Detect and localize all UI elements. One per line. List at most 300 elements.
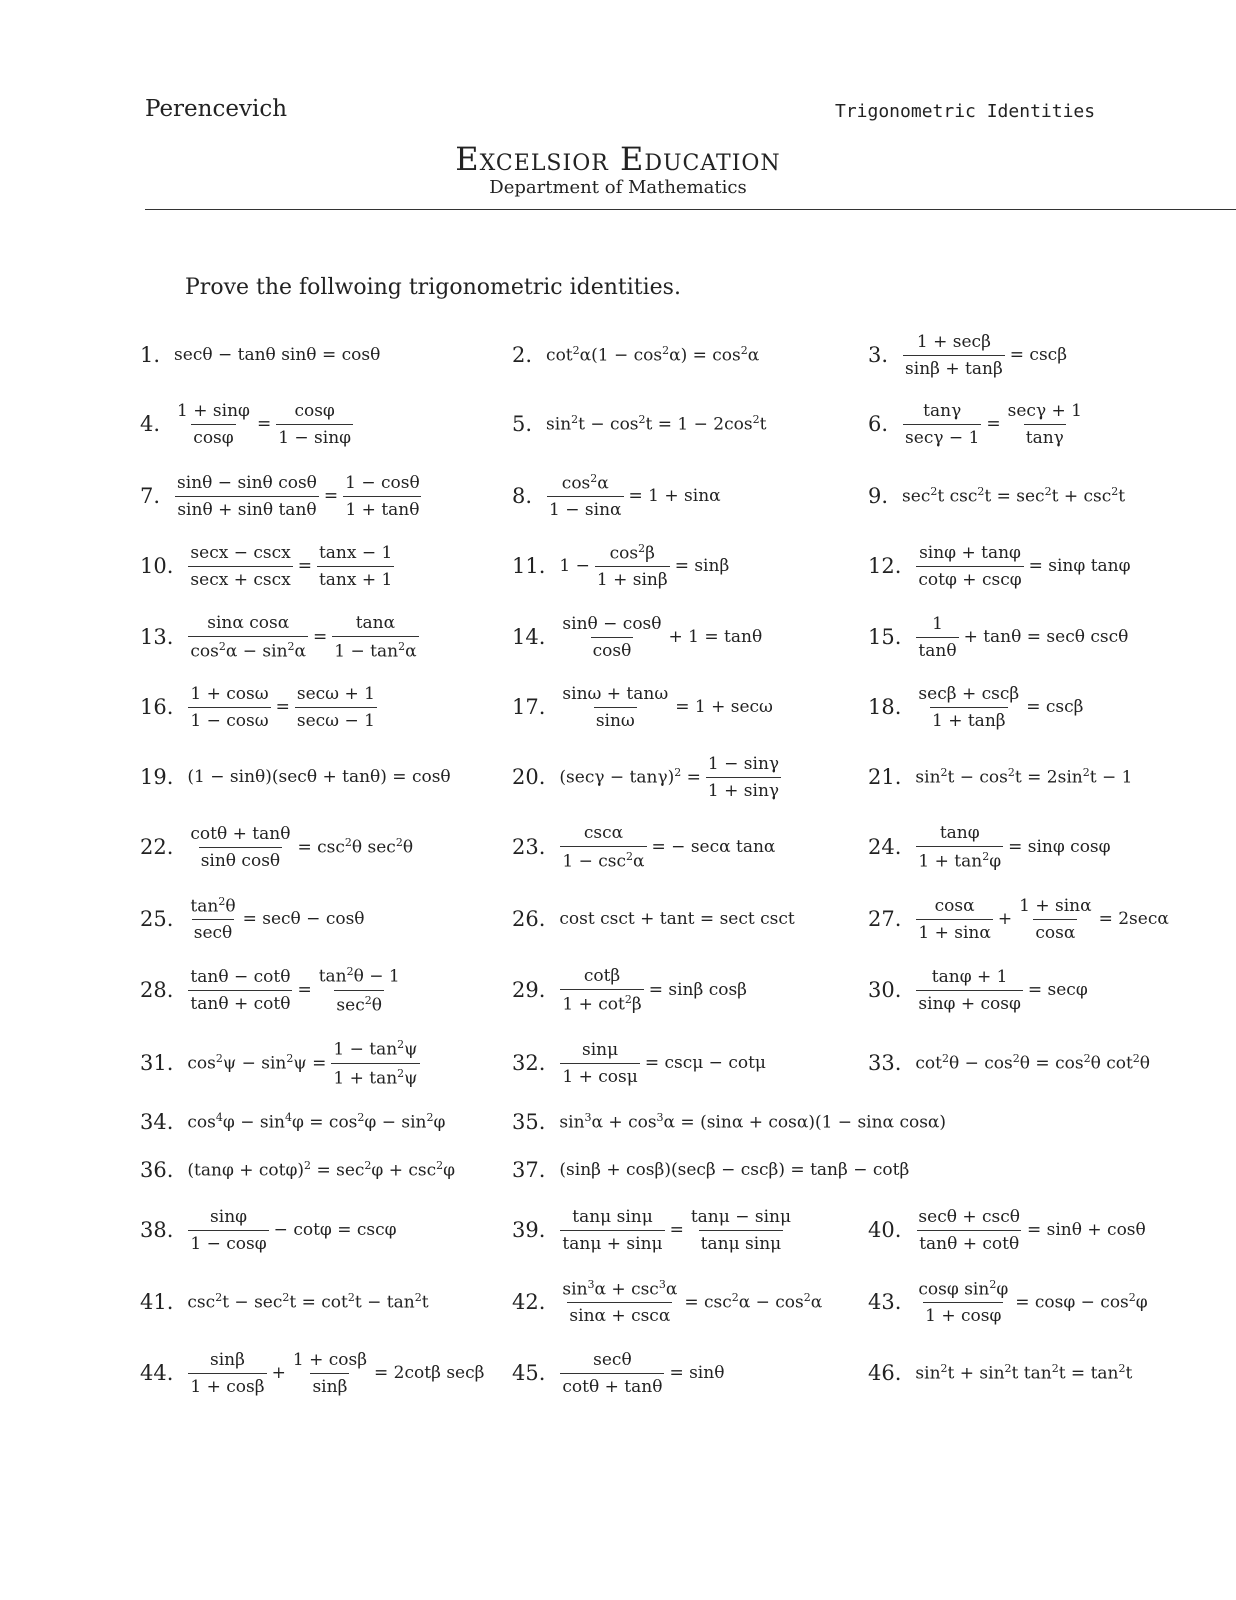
numerator: tanφ + 1 <box>931 966 1008 987</box>
fraction <box>560 1350 664 1397</box>
fraction <box>188 684 270 731</box>
denominator: 1 − sinα <box>547 496 623 520</box>
numerator: $\tan^2\theta - 1$ <box>318 964 400 987</box>
identity-expression <box>557 1160 911 1180</box>
identity-expression <box>913 543 1132 590</box>
problem-number: 36. <box>140 1158 174 1182</box>
identity-expression <box>913 614 1130 661</box>
numerator: $\cos^2\beta$ <box>609 541 655 564</box>
denominator: sinθ + sinθ tanθ <box>175 496 318 520</box>
math-text: $(\tan\varphi + \cot\varphi)^2 = \sec^2\varphi + \csc^2\varphi$ <box>187 1159 456 1181</box>
problem-23 <box>512 812 777 882</box>
denominator: cotθ + tanθ <box>560 1373 664 1397</box>
problem-40 <box>868 1195 1148 1265</box>
math-text: 1 − <box>559 556 590 576</box>
numerator: secγ + 1 <box>1007 400 1082 421</box>
identity-expression <box>557 1111 948 1133</box>
fraction <box>689 1207 793 1254</box>
problem-44 <box>140 1338 486 1408</box>
problem-43 <box>868 1267 1150 1337</box>
math-text: $\cot^2\alpha(1 - \cos^2\alpha) = \cos^2\alpha$ <box>546 344 760 366</box>
problem-11 <box>512 531 731 601</box>
problem-number: 4. <box>140 412 161 436</box>
fraction <box>343 473 422 520</box>
fraction <box>188 895 237 944</box>
problem-number: 37. <box>512 1158 546 1182</box>
denominator: $1 + \tan^2\psi$ <box>331 1063 419 1089</box>
numerator: cosφ $\sin^2\varphi$ <box>918 1277 1009 1300</box>
identity-expression <box>185 824 415 871</box>
fraction <box>188 824 292 871</box>
fraction <box>331 1038 419 1088</box>
denominator: tanx + 1 <box>317 566 394 590</box>
fraction <box>188 613 308 662</box>
identity-expression <box>557 823 777 872</box>
denominator: 1 + cosμ <box>560 1063 639 1087</box>
denominator: $\sec^2\theta$ <box>334 990 384 1016</box>
problem-42 <box>512 1267 824 1337</box>
numerator: cscα <box>583 822 624 843</box>
problem-3 <box>868 320 1069 390</box>
fraction <box>916 684 1021 731</box>
problem-number: 34. <box>140 1110 174 1134</box>
denominator: tanγ <box>1024 424 1066 448</box>
problem-number: 29. <box>512 978 546 1002</box>
math-text: = cscμ − cotμ <box>644 1053 766 1073</box>
identity-expression <box>913 1052 1152 1074</box>
numerator: secθ + cscθ <box>918 1206 1020 1227</box>
problem-19 <box>140 742 453 812</box>
math-text: = 1 + secω <box>675 697 773 717</box>
denominator: secγ − 1 <box>903 424 981 448</box>
denominator: 1 + sinγ <box>706 777 781 801</box>
math-text: = secθ − cosθ <box>242 909 365 929</box>
numerator: sinω + tanω <box>562 683 669 704</box>
denominator: tanμ sinμ <box>699 1230 784 1254</box>
math-text: = <box>275 697 290 717</box>
problem-4 <box>140 389 356 459</box>
problem-number: 19. <box>140 765 174 789</box>
math-text: = sinθ <box>669 1363 725 1383</box>
fraction <box>1006 401 1084 448</box>
denominator: cosθ <box>591 637 634 661</box>
math-text: = 2secα <box>1098 909 1169 929</box>
problem-number: 1. <box>140 343 161 367</box>
numerator: sinθ − sinθ cosθ <box>177 472 317 493</box>
document-label: Trigonometric Identities <box>835 101 1096 122</box>
problem-10 <box>140 531 397 601</box>
numerator: sinφ + tanφ <box>919 542 1021 563</box>
problem-number: 17. <box>512 695 546 719</box>
identity-expression <box>544 344 761 366</box>
identity-expression <box>913 1207 1147 1254</box>
problem-14 <box>512 602 764 672</box>
identity-expression <box>557 909 796 929</box>
denominator: sinβ <box>310 1373 349 1397</box>
identity-expression <box>172 401 356 448</box>
problem-39 <box>512 1195 796 1265</box>
problem-5 <box>512 389 768 459</box>
fraction <box>903 332 1005 379</box>
fraction <box>560 614 663 661</box>
identity-expression <box>557 684 775 731</box>
math-text: $\sin^2t + \sin^2t$ $\tan^2t = \tan^2t$ <box>915 1362 1133 1384</box>
identity-expression <box>185 1350 486 1397</box>
fraction <box>903 401 981 448</box>
math-text: cost csct + tant = sect csct <box>559 909 795 929</box>
identity-expression <box>544 472 723 521</box>
numerator: tanx − 1 <box>318 542 393 563</box>
identity-expression <box>185 1291 430 1313</box>
school-title: Excelsior Education <box>455 140 781 178</box>
math-text: = sinβ <box>674 556 730 576</box>
denominator: 1 − sinφ <box>276 424 353 448</box>
denominator: secx + cscx <box>188 566 292 590</box>
fraction <box>560 1207 664 1254</box>
fraction <box>916 614 958 661</box>
numerator: cosα <box>934 895 975 916</box>
problem-8 <box>512 461 723 531</box>
numerator: tanμ sinμ <box>572 1206 653 1227</box>
numerator: cosφ <box>294 400 335 421</box>
math-text: = <box>986 414 1001 434</box>
problem-46 <box>868 1338 1134 1408</box>
numerator: $\cos^2\alpha$ <box>561 471 609 494</box>
problem-number: 6. <box>868 412 889 436</box>
math-text: − cotφ = cscφ <box>273 1220 397 1240</box>
identity-expression <box>185 1207 398 1254</box>
math-text: $\sec^2t$ $\csc^2t = \sec^2t + \csc^2t$ <box>902 485 1126 507</box>
numerator: 1 <box>932 613 943 634</box>
problem-number: 35. <box>512 1110 546 1134</box>
identity-expression <box>900 485 1127 507</box>
denominator: $1 - \csc^2\alpha$ <box>560 846 646 872</box>
numerator: 1 + sinφ <box>177 400 250 421</box>
fraction <box>916 967 1022 1014</box>
denominator: secθ <box>192 919 235 943</box>
math-text: = − secα tanα <box>651 837 776 857</box>
math-text: = 1 + sinα <box>628 486 721 506</box>
identity-expression <box>913 896 1170 943</box>
problem-18 <box>868 672 1085 742</box>
problem-45 <box>512 1338 726 1408</box>
fraction <box>317 965 402 1015</box>
problem-number: 21. <box>868 765 902 789</box>
math-text: = sinθ + cosθ <box>1027 1220 1146 1240</box>
problem-number: 42. <box>512 1290 546 1314</box>
numerator: 1 − sinγ <box>707 753 780 774</box>
math-text: $\cot^2\theta - \cos^2\theta = \cos^2\theta$ $\cot^2\theta$ <box>915 1052 1151 1074</box>
numerator: sinβ <box>210 1349 245 1370</box>
problem-21 <box>868 742 1134 812</box>
denominator: $1 + \cot^2\beta$ <box>560 989 643 1015</box>
problem-number: 9. <box>868 484 889 508</box>
problem-number: 40. <box>868 1218 902 1242</box>
problem-41 <box>140 1267 431 1337</box>
problem-28 <box>140 955 405 1025</box>
numerator: 1 − cosθ <box>345 472 420 493</box>
fraction <box>560 966 643 1015</box>
fraction <box>295 684 377 731</box>
problem-12 <box>868 531 1133 601</box>
problem-number: 27. <box>868 907 902 931</box>
problem-number: 30. <box>868 978 902 1002</box>
denominator: cosα <box>1033 919 1077 943</box>
numerator: tanγ <box>923 400 962 421</box>
numerator: 1 + sinα <box>1019 895 1092 916</box>
header-divider <box>145 209 1236 210</box>
problem-number: 2. <box>512 343 533 367</box>
fraction <box>317 543 394 590</box>
identity-expression <box>913 1362 1134 1384</box>
denominator: 1 − cosφ <box>188 1230 268 1254</box>
problem-9 <box>868 461 1127 531</box>
problem-number: 14. <box>512 625 546 649</box>
numerator: tanμ − sinμ <box>690 1206 792 1227</box>
problem-number: 16. <box>140 695 174 719</box>
identity-expression <box>185 684 380 731</box>
denominator: sinφ + cosφ <box>916 990 1022 1014</box>
identity-expression <box>557 1040 768 1087</box>
problem-number: 23. <box>512 835 546 859</box>
problem-38 <box>140 1195 399 1265</box>
math-text: = <box>297 980 312 1000</box>
math-text: = sinφ tanφ <box>1028 556 1131 576</box>
denominator: 1 + tanβ <box>930 707 1008 731</box>
numerator: sinμ <box>582 1039 619 1060</box>
identity-expression <box>557 542 731 591</box>
math-text: = <box>297 556 312 576</box>
numerator: 1 + cosβ <box>292 1349 368 1370</box>
math-text: secθ − tanθ sinθ = cosθ <box>174 345 381 365</box>
problem-number: 28. <box>140 978 174 1002</box>
math-text: $\sin^3\alpha + \cos^3\alpha = (\sin\alpha + \cos\alpha)(1 - \sin\alpha$ cosα) <box>559 1111 947 1133</box>
math-text: $\cos^4\varphi - \sin^4\varphi = \cos^2\varphi - \sin^2\varphi$ <box>187 1111 446 1133</box>
math-text: = sinβ cosβ <box>648 980 748 1000</box>
fraction <box>332 613 418 662</box>
problem-number: 24. <box>868 835 902 859</box>
numerator: sinθ − cosθ <box>562 613 662 634</box>
denominator: tanθ + cotθ <box>188 990 292 1014</box>
math-text: + 1 = tanθ <box>668 627 763 647</box>
math-text: = sinφ cosφ <box>1008 837 1111 857</box>
problem-number: 13. <box>140 625 174 649</box>
numerator: $\sin^3\alpha + \csc^3\alpha$ <box>562 1277 678 1300</box>
problem-7 <box>140 461 425 531</box>
math-text: = $\csc^2\theta$ $\sec^2\theta$ <box>297 836 414 858</box>
denominator: sinα + cscα <box>567 1302 672 1326</box>
denominator: sinθ cosθ <box>199 847 282 871</box>
math-text: = secφ <box>1027 980 1088 1000</box>
problem-number: 31. <box>140 1051 174 1075</box>
denominator: tanθ + cotθ <box>917 1230 1021 1254</box>
math-text: = cscβ <box>1026 697 1084 717</box>
fraction <box>916 896 992 943</box>
numerator: secβ + cscβ <box>918 683 1020 704</box>
fraction <box>188 1207 268 1254</box>
problem-number: 38. <box>140 1218 174 1242</box>
denominator: 1 + tanθ <box>343 496 421 520</box>
identity-expression <box>557 1278 824 1327</box>
identity-expression <box>544 413 768 435</box>
fraction <box>916 543 1023 590</box>
denominator: sinω <box>594 707 637 731</box>
numerator: tanφ <box>939 822 980 843</box>
numerator: tanθ − cotθ <box>190 966 291 987</box>
problem-number: 45. <box>512 1361 546 1385</box>
problem-number: 32. <box>512 1051 546 1075</box>
fraction <box>1017 896 1093 943</box>
problem-number: 11. <box>512 554 546 578</box>
department-subtitle: Department of Mathematics <box>489 177 747 198</box>
identity-expression <box>185 1159 457 1181</box>
math-text: = <box>669 1220 684 1240</box>
identity-expression <box>913 766 1134 788</box>
numerator: secθ <box>593 1349 632 1370</box>
fraction <box>276 401 353 448</box>
math-text: = $\cos\varphi - \cos^2\varphi$ <box>1015 1291 1148 1313</box>
identity-expression <box>185 895 366 944</box>
fraction <box>291 1350 369 1397</box>
fraction <box>706 754 781 801</box>
math-text: (1 − sinθ)(secθ + tanθ) = cosθ <box>187 767 451 787</box>
math-text: $\sin^2t - \cos^2t = 1 - 2\cos^2t$ <box>546 413 767 435</box>
numerator: cotβ <box>583 965 621 986</box>
denominator: tanθ <box>916 637 958 661</box>
problem-number: 10. <box>140 554 174 578</box>
numerator: $1 - \tan^2\psi$ <box>333 1037 418 1060</box>
fraction <box>188 543 292 590</box>
denominator: tanμ + sinμ <box>560 1230 664 1254</box>
identity-expression <box>557 1350 726 1397</box>
math-text: = <box>313 627 328 647</box>
problem-number: 25. <box>140 907 174 931</box>
identity-expression <box>172 473 425 520</box>
identity-expression <box>185 543 397 590</box>
identity-expression <box>900 332 1069 379</box>
problem-24 <box>868 812 1113 882</box>
fraction <box>560 684 670 731</box>
denominator: 1 + sinβ <box>595 566 670 590</box>
fraction <box>916 823 1003 872</box>
instructions-text: Prove the follwoing trigonometric identities. <box>185 275 681 300</box>
problem-number: 44. <box>140 1361 174 1385</box>
identity-expression <box>185 1038 422 1088</box>
numerator: secω + 1 <box>296 683 375 704</box>
denominator: $\cos^2\alpha - \sin^2\alpha$ <box>188 636 308 662</box>
problem-number: 43. <box>868 1290 902 1314</box>
identity-expression <box>913 1278 1149 1327</box>
identity-expression <box>185 965 404 1015</box>
problem-30 <box>868 955 1090 1025</box>
author-name: Perencevich <box>145 96 288 122</box>
identity-expression <box>913 823 1112 872</box>
problem-number: 5. <box>512 412 533 436</box>
denominator: $1 - \tan^2\alpha$ <box>332 636 418 662</box>
problem-2 <box>512 320 761 390</box>
denominator: cosφ <box>191 424 235 448</box>
problem-1 <box>140 320 382 390</box>
numerator: tanα <box>355 612 396 633</box>
identity-expression <box>557 614 764 661</box>
identity-expression <box>185 613 421 662</box>
math-text: = <box>323 486 339 506</box>
problem-17 <box>512 672 775 742</box>
problem-20 <box>512 742 784 812</box>
math-text: = cscβ <box>1009 345 1068 365</box>
fraction <box>916 1207 1022 1254</box>
numerator: sinα cosα <box>207 612 290 633</box>
denominator: 1 + sinα <box>916 919 992 943</box>
problem-number: 33. <box>868 1051 902 1075</box>
identity-expression <box>185 1111 447 1133</box>
problem-27 <box>868 884 1171 954</box>
identity-expression <box>557 966 749 1015</box>
numerator: cotθ + tanθ <box>190 823 291 844</box>
numerator: 1 + secβ <box>916 331 991 352</box>
math-text: + tanθ = secθ cscθ <box>963 627 1129 647</box>
math-text: (sinβ + cosβ)(secβ − cscβ) = tanβ − cotβ <box>559 1160 910 1180</box>
fraction <box>560 823 646 872</box>
problem-26 <box>512 884 797 954</box>
fraction <box>595 542 670 591</box>
problem-number: 15. <box>868 625 902 649</box>
fraction <box>560 1040 639 1087</box>
denominator: 1 + cosφ <box>923 1302 1003 1326</box>
identity-expression <box>172 345 382 365</box>
identity-expression <box>185 767 452 787</box>
numerator: $\tan^2\theta$ <box>190 894 236 917</box>
denominator: cotφ + cscφ <box>916 566 1023 590</box>
fraction <box>175 473 319 520</box>
identity-expression <box>900 401 1087 448</box>
denominator: $1 + \tan^2\varphi$ <box>916 846 1003 872</box>
fraction <box>547 472 623 521</box>
problem-number: 12. <box>868 554 902 578</box>
identity-expression <box>913 684 1085 731</box>
identity-expression <box>557 754 784 801</box>
problem-number: 7. <box>140 484 161 508</box>
math-text: = <box>256 414 272 434</box>
problem-number: 22. <box>140 835 174 859</box>
math-text: $\cos^2\psi - \sin^2\psi$ = <box>187 1052 327 1074</box>
numerator: secx − cscx <box>190 542 291 563</box>
problem-15 <box>868 602 1130 672</box>
numerator: sinφ <box>210 1206 248 1227</box>
denominator: secω − 1 <box>295 707 377 731</box>
math-text: + <box>997 909 1013 929</box>
problem-number: 26. <box>512 907 546 931</box>
problem-16 <box>140 672 380 742</box>
denominator: 1 + cosβ <box>188 1373 266 1397</box>
fraction <box>560 1278 679 1327</box>
math-text: $\sin^2t - \cos^2t = 2\sin^2t - 1$ <box>915 766 1133 788</box>
fraction <box>188 967 292 1014</box>
fraction <box>175 401 252 448</box>
fraction <box>188 1350 266 1397</box>
problem-29 <box>512 955 749 1025</box>
math-text: $\csc^2t - \sec^2t = \cot^2t - \tan^2t$ <box>187 1291 429 1313</box>
problem-number: 39. <box>512 1218 546 1242</box>
problem-25 <box>140 884 367 954</box>
problem-13 <box>140 602 422 672</box>
math-text: + <box>271 1363 286 1383</box>
problem-number: 20. <box>512 765 546 789</box>
math-text: $(\sec\gamma - \tan\gamma)^2$ = <box>559 766 701 788</box>
identity-expression <box>913 967 1089 1014</box>
problem-number: 8. <box>512 484 533 508</box>
math-text: = 2cotβ secβ <box>374 1363 485 1383</box>
